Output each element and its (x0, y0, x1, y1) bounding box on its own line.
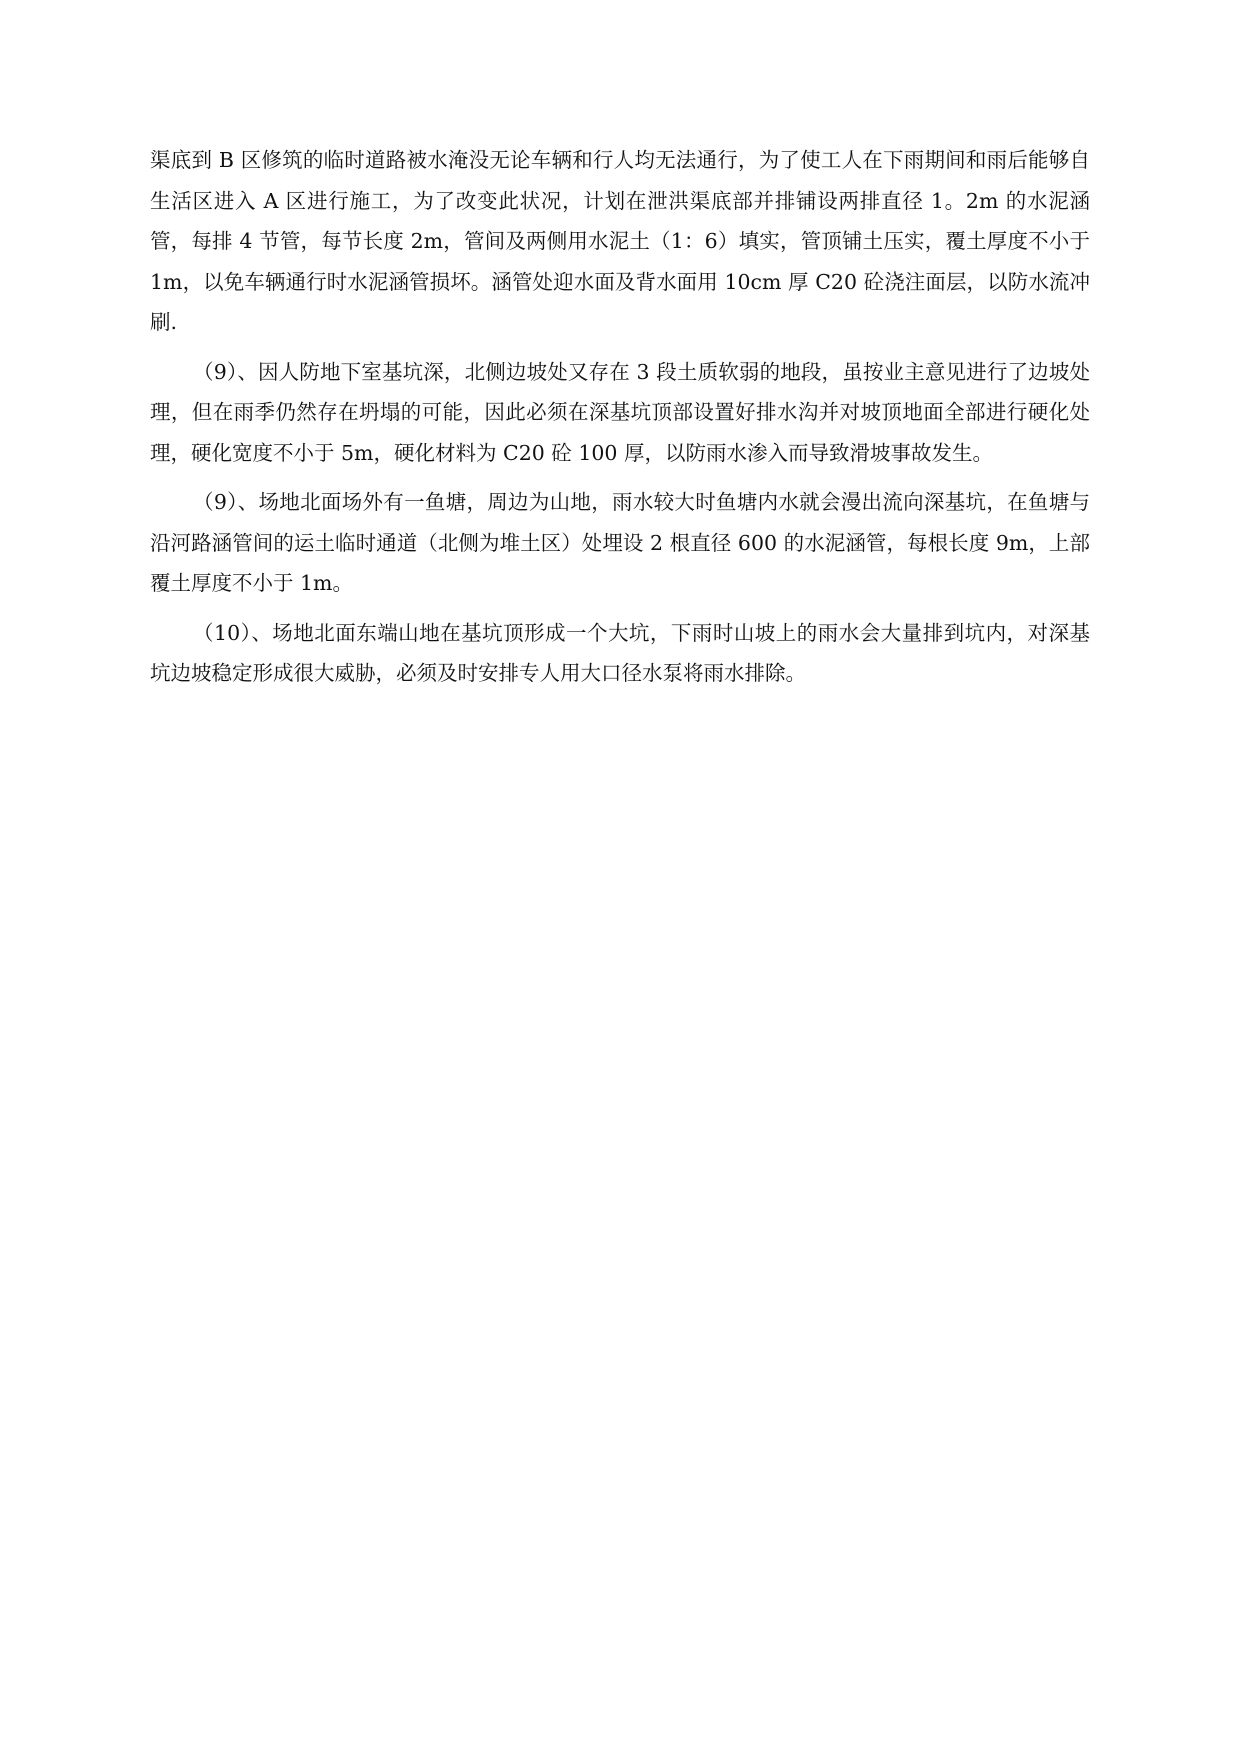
paragraph-item-10-east-pit: （10）、场地北面东端山地在基坑顶形成一个大坑，下雨时山坡上的雨水会大量排到坑内，对深基坑边坡稳定形成很大威胁，必须及时安排专人用大口径水泵将雨水排除。 (150, 620, 1090, 685)
document-body (150, 140, 1090, 703)
paragraph-item-9-basement-slope: （9）、因人防地下室基坑深，北侧边坡处又存在 3 段土质软弱的地段，虽按业主意见进行了边坡处理，但在雨季仍然存在坍塌的可能，因此必须在深基坑顶部设置好排水沟并对坡顶地面全部进行硬化处理，硬化宽度不小于 5m，硬化材料为 C20 砼 100 厚，以防雨水渗入而导致滑坡事故发生。 (150, 359, 1090, 465)
paragraph-continuation: 渠底到 B 区修筑的临时道路被水淹没无论车辆和行人均无法通行，为了使工人在下雨期间和雨后能够自生活区进入 A 区进行施工，为了改变此状况，计划在泄洪渠底部并排铺设两排直径 1。2m 的水泥涵管，每排 4 节管，每节长度 2m，管间及两侧用水泥土（1：6）填实，管顶铺土压实，覆土厚度不小于 1m，以免车辆通行时水泥涵管损坏。涵管处迎水面及背水面用 10cm 厚 C20 砼浇注面层，以防水流冲刷. (150, 148, 1090, 334)
paragraph-item-9-fish-pond: （9）、场地北面场外有一鱼塘，周边为山地，雨水较大时鱼塘内水就会漫出流向深基坑，在鱼塘与沿河路涵管间的运土临时通道（北侧为堆土区）处埋设 2 根直径 600 的水泥涵管，每根长度 9m，上部覆土厚度不小于 1m。 (150, 490, 1090, 595)
